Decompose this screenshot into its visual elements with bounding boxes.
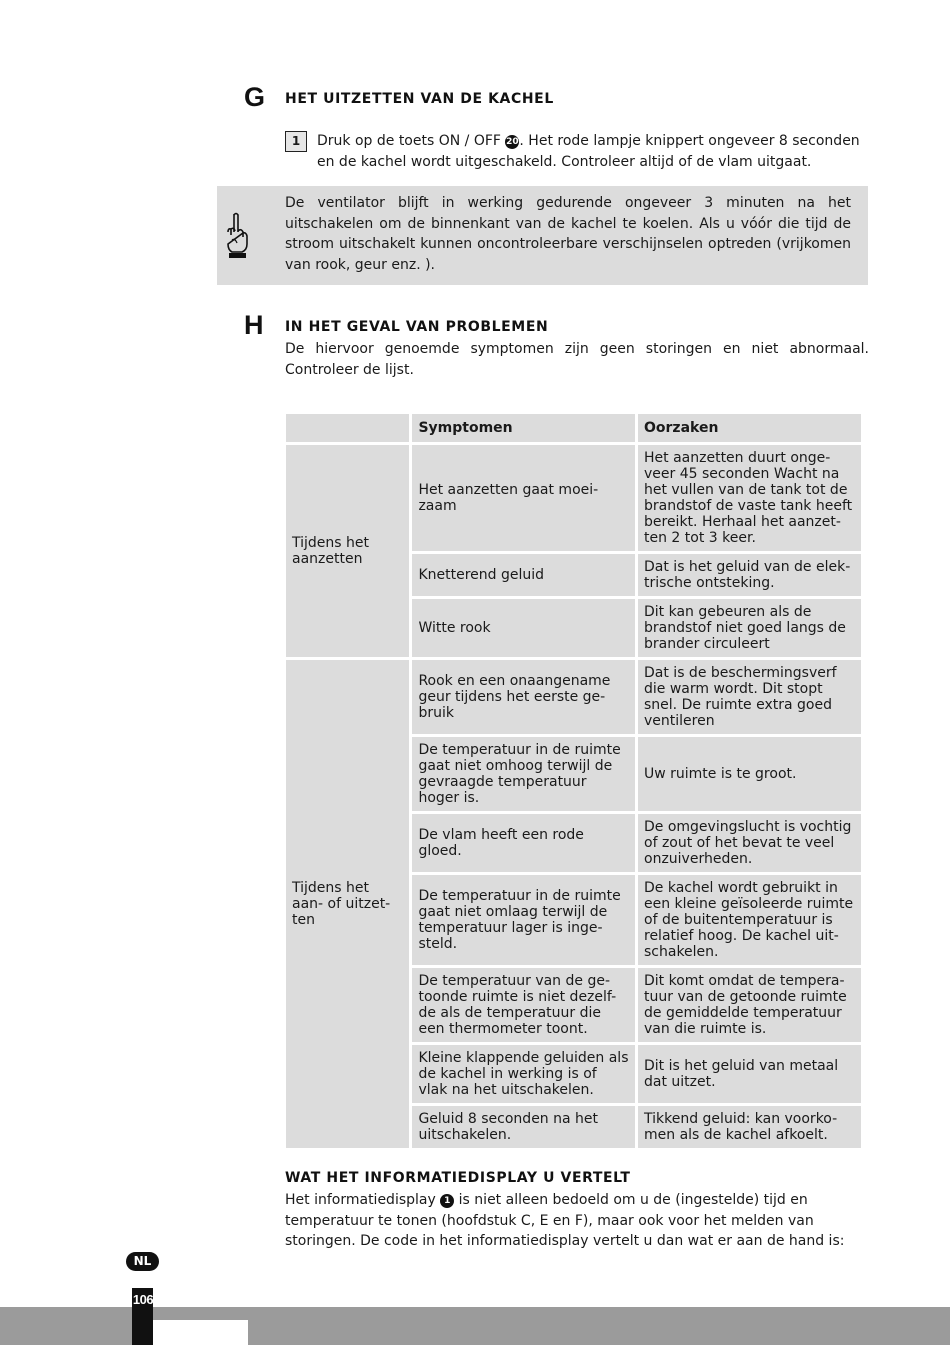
group-label: Tijdens het aan- of uitzet-ten [286, 660, 409, 1148]
table-header-row [286, 414, 861, 442]
symptom-cell: Geluid 8 seconden na het uitschakelen. [412, 1106, 635, 1148]
symptom-cell: Kleine klappende geluiden als de kachel in werking is of vlak na het uitschakelen. [412, 1045, 635, 1103]
cause-cell: Het aanzetten duurt onge-veer 45 seconden Wacht na het vullen van de tank tot de brandstof de vaste tank heeft bereikt. Herhaal het aanzet-ten 2 tot 3 keer. [638, 445, 861, 551]
footer-white-block [153, 1320, 248, 1345]
cause-cell: Dat is het geluid van de elek-trische ontsteking. [638, 554, 861, 596]
troubleshooting-table [283, 411, 864, 1151]
cause-cell: Dit is het geluid van metaal dat uitzet. [638, 1045, 861, 1103]
cause-cell: Dit kan gebeuren als de brandstof niet goed langs de brander circuleert [638, 599, 861, 657]
step-text-after: . Het rode lampje knippert ongeveer 8 seconden en de kachel wordt uitgeschakeld. Controleer altijd of de vlam uitgaat. [317, 133, 860, 170]
cause-cell: Dit komt omdat de tempera-tuur van de getoonde ruimte de gemiddelde temperatuur van die ruimte is. [638, 968, 861, 1042]
page-number: 106 [132, 1292, 154, 1307]
cause-cell: Dat is de beschermingsverf die warm wordt. Dit stopt snel. De ruimte extra goed ventileren [638, 660, 861, 734]
symptom-cell: Het aanzetten gaat moei-zaam [412, 445, 635, 551]
symptom-cell: Knetterend geluid [412, 554, 635, 596]
step-text-before: Druk op de toets ON / OFF [317, 133, 506, 149]
symptom-cell: De temperatuur in de ruimte gaat niet omhoog terwijl de gevraagde temperatuur hoger is. [412, 737, 635, 811]
section-intro-h: De hiervoor genoemde symptomen zijn geen storingen en niet abnormaal. Controleer de lijst. [285, 341, 869, 378]
header-cell-symptoms: Symptomen [412, 414, 635, 442]
button-reference-badge: 20 [506, 137, 519, 147]
section-title-g: HET UITZETTEN VAN DE KACHEL [285, 91, 554, 107]
language-badge: NL [126, 1252, 159, 1271]
cause-cell: Tikkend geluid: kan voorko-men als de kachel afkoelt. [638, 1106, 861, 1148]
section-letter-g: G [244, 82, 266, 112]
step-number-box: 1 [285, 131, 307, 152]
pointing-hand-icon [220, 210, 252, 260]
cause-cell: De omgevingslucht is vochtig of zout of het bevat te veel onzuiverheden. [638, 814, 861, 872]
header-cell-blank [286, 414, 409, 442]
group-label: Tijdens het aanzetten [286, 445, 409, 657]
symptom-cell: De vlam heeft een rode gloed. [412, 814, 635, 872]
cause-cell: Uw ruimte is te groot. [638, 737, 861, 811]
display-reference-badge: 1 [440, 1194, 454, 1208]
info-text-after: is niet alleen bedoeld om u de (ingestelde) tijd en temperatuur te tonen (hoofdstuk C, E en F), maar ook voor het melden van storingen. De code in het informatiedisplay vertelt u dan wat er aan de hand is: [285, 1192, 845, 1249]
symptom-cell: De temperatuur in de ruimte gaat niet omlaag terwijl de temperatuur lager is inge-steld. [412, 875, 635, 965]
info-display-text [285, 1190, 873, 1252]
cause-cell: De kachel wordt gebruikt in een kleine geïsoleerde ruimte of de buitentemperatuur is relatief hoog. De kachel uit-schakelen. [638, 875, 861, 965]
table-row [286, 660, 861, 734]
symptom-cell: De temperatuur van de ge-toonde ruimte is niet dezelf-de als de temperatuur die een thermometer toont. [412, 968, 635, 1042]
symptom-cell: Witte rook [412, 599, 635, 657]
symptom-cell: Rook en een onaangename geur tijdens het eerste ge-bruik [412, 660, 635, 734]
info-display-title: WAT HET INFORMATIEDISPLAY U VERTELT [285, 1170, 631, 1186]
step-instruction [317, 131, 873, 172]
info-text-before: Het informatiedisplay [285, 1192, 441, 1208]
table-row [286, 445, 861, 551]
section-title-h: IN HET GEVAL VAN PROBLEMEN [285, 319, 549, 335]
note-text: De ventilator blijft in werking gedurende ongeveer 3 minuten na het uitschakelen om de binnenkant van de kachel te koelen. Als u vóór die tijd de stroom uitschakelt kunnen oncontroleerbare verschijnselen optreden (vrijkomen van rook, geur enz. ). [285, 195, 851, 273]
section-letter-h: H [244, 310, 264, 340]
header-cell-causes: Oorzaken [638, 414, 861, 442]
